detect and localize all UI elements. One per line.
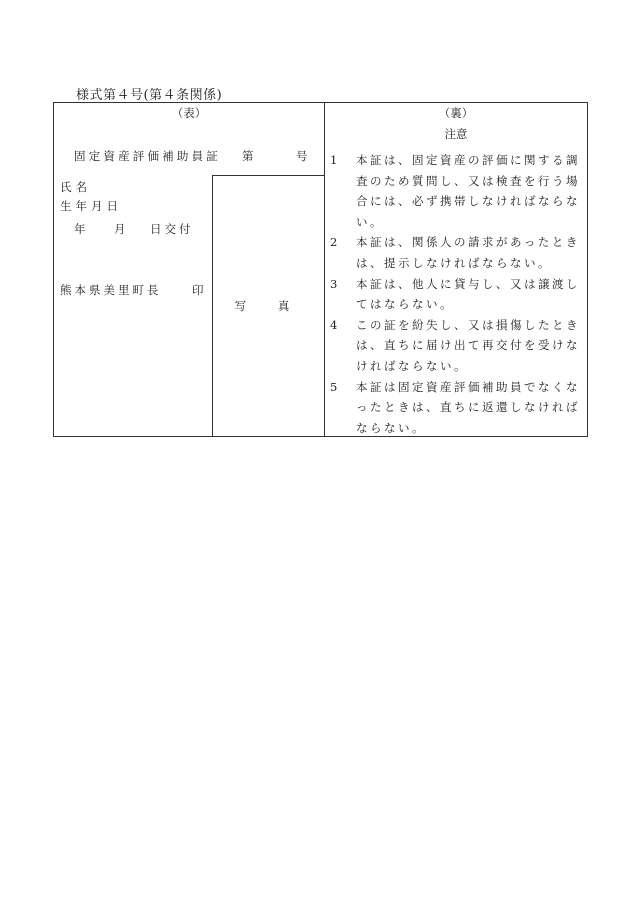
note-number: 2 [330, 235, 338, 250]
note-text: この証を紛失し、又は損傷したときは、直ちに届け出て再交付を受けなければならない。 [356, 317, 580, 373]
issue-month-label: 月 [114, 222, 126, 236]
note-item [330, 315, 586, 377]
note-item [330, 150, 586, 232]
note-item [330, 377, 586, 439]
issuer-label: 熊本県美里町長 [60, 283, 162, 297]
name-label: 氏名 [60, 180, 91, 194]
note-number: 3 [330, 276, 338, 291]
note-text: 本証は固定資産評価補助員でなくなったときは、直ちに返還しなければならない。 [356, 379, 580, 435]
note-text: 本証は、関係人の請求があったときは、提示しなければならない。 [356, 235, 580, 270]
note-item [330, 232, 586, 273]
note-text: 本証は、固定資産の評価に関する調査のため質問し、又は検査を行う場合には、必ず携帯しなければならない。 [356, 153, 580, 229]
number-suffix: 号 [296, 149, 308, 163]
certificate-title: 固定資産評価補助員証 [74, 149, 221, 163]
photo-box-top-border [212, 175, 325, 176]
note-number: 1 [330, 153, 338, 167]
form-heading: 様式第４号(第４条関係) [76, 88, 223, 103]
center-divider [324, 103, 325, 436]
birthdate-label: 生年月日 [60, 199, 122, 213]
issue-year-label: 年 [74, 222, 86, 236]
note-number: 5 [330, 379, 338, 394]
certificate-form [53, 102, 588, 437]
issue-day-label: 日交付 [150, 222, 194, 236]
note-item [330, 274, 586, 315]
note-text: 本証は、他人に貸与し、又は譲渡してはならない。 [356, 276, 580, 312]
seal-mark: 印 [192, 283, 204, 297]
notes-title: 注意 [444, 127, 468, 141]
notes-list [330, 150, 586, 438]
note-number: 4 [330, 317, 338, 332]
photo-placeholder-label: 写 真 [234, 299, 304, 313]
number-prefix: 第 [242, 149, 254, 163]
front-header: （表） [171, 106, 207, 120]
back-header: （裏） [438, 106, 474, 120]
